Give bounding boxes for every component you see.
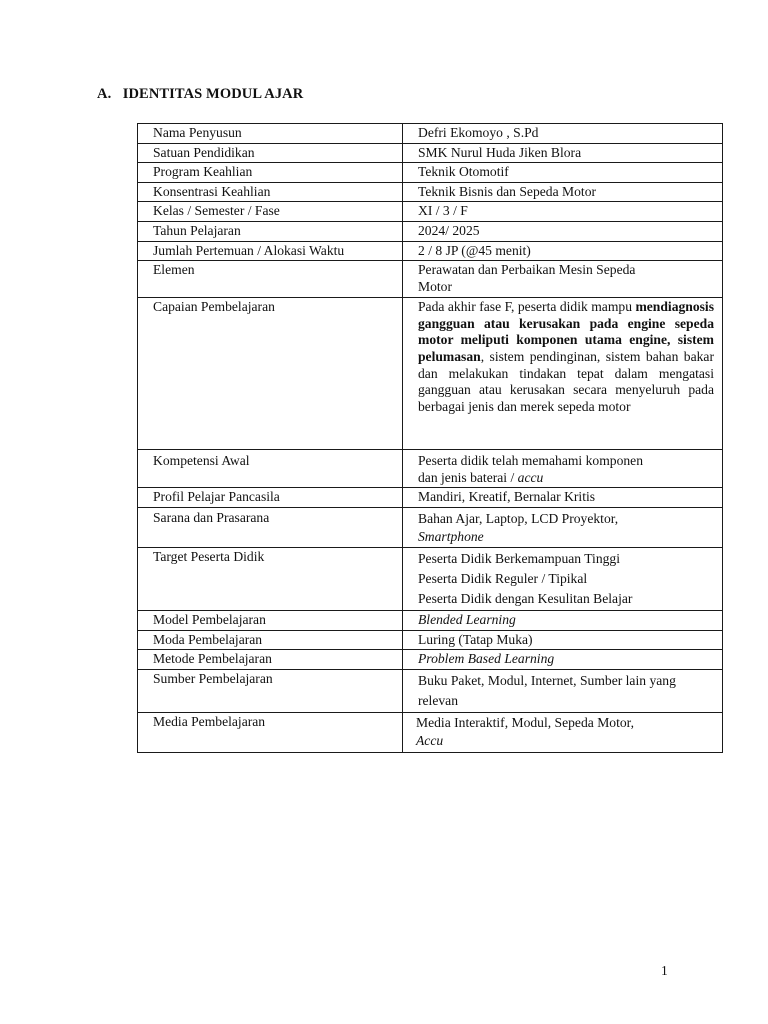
table-row [138, 202, 723, 222]
row-label: Metode Pembelajaran [138, 650, 403, 670]
row-value: Blended Learning [403, 610, 723, 630]
row-value: 2024/ 2025 [403, 221, 723, 241]
table-row [138, 182, 723, 202]
row-label: Kompetensi Awal [138, 450, 403, 488]
section-heading [97, 86, 303, 103]
row-label: Jumlah Pertemuan / Alokasi Waktu [138, 241, 403, 261]
row-value: Teknik Otomotif [403, 163, 723, 183]
table-row [138, 241, 723, 261]
value-italic: Smartphone [418, 528, 484, 544]
row-label: Target Peserta Didik [138, 547, 403, 610]
row-label: Profil Pelajar Pancasila [138, 488, 403, 508]
row-value [403, 669, 723, 712]
row-value: XI / 3 / F [403, 202, 723, 222]
table-row [138, 507, 723, 547]
list-item: Peserta Didik Berkemampuan Tinggi [418, 550, 621, 566]
row-label: Sarana dan Prasarana [138, 507, 403, 547]
row-value [403, 298, 723, 450]
table-row [138, 221, 723, 241]
table-row [138, 650, 723, 670]
row-label: Model Pembelajaran [138, 610, 403, 630]
row-value: 2 / 8 JP (@45 menit) [403, 241, 723, 261]
value-line [418, 470, 715, 487]
row-label: Media Pembelajaran [138, 712, 403, 752]
row-value: Problem Based Learning [403, 650, 723, 670]
table-row [138, 450, 723, 488]
identity-table [137, 123, 723, 753]
capaian-text: , sistem pendinginan, sistem bahan bakar dan melakukan tindakan tepat dalam mengatasi gangguan atau kerusakan secara menyeluruh pada berbagai jenis dan merek sepeda motor [418, 348, 714, 414]
row-label: Elemen [138, 261, 403, 298]
row-value: Luring (Tatap Muka) [403, 630, 723, 650]
page-number: 1 [661, 963, 668, 978]
row-value [403, 507, 723, 547]
value-line: relevan [418, 692, 458, 708]
table-row [138, 712, 723, 752]
value-text: dan jenis baterai / [418, 469, 518, 485]
table-row [138, 261, 723, 298]
value-italic: accu [517, 469, 544, 485]
table-row [138, 143, 723, 163]
row-label: Kelas / Semester / Fase [138, 202, 403, 222]
table-row [138, 163, 723, 183]
value-line: Motor [418, 278, 452, 294]
table-row [138, 610, 723, 630]
table-row [138, 298, 723, 450]
capaian-paragraph [418, 299, 715, 415]
value-italic: Accu [416, 732, 444, 748]
capaian-bold-text: mendiagnosis gangguan atau kerusakan pada engine sepeda motor meliputi komponen utama engine, sistem pelumasan [418, 299, 714, 364]
row-value: Mandiri, Kreatif, Bernalar Kritis [403, 488, 723, 508]
table-row [138, 547, 723, 610]
value-line: Bahan Ajar, Laptop, LCD Proyektor, [418, 510, 619, 526]
list-item: Peserta Didik Reguler / Tipikal [418, 570, 588, 586]
row-label: Nama Penyusun [138, 124, 403, 144]
section-number: A. [97, 86, 112, 102]
value-line: Perawatan dan Perbaikan Mesin Sepeda [418, 262, 636, 278]
row-label: Tahun Pelajaran [138, 221, 403, 241]
row-label: Sumber Pembelajaran [138, 669, 403, 712]
value-line: Peserta didik telah memahami komponen [418, 453, 643, 469]
row-value [403, 712, 723, 752]
row-value [403, 261, 723, 298]
row-label: Konsentrasi Keahlian [138, 182, 403, 202]
value-line: Media Interaktif, Modul, Sepeda Motor, [416, 714, 635, 730]
row-label: Satuan Pendidikan [138, 143, 403, 163]
row-value: SMK Nurul Huda Jiken Blora [403, 143, 723, 163]
capaian-text: Pada akhir fase F, peserta didik mampu [418, 299, 636, 315]
row-value: Teknik Bisnis dan Sepeda Motor [403, 182, 723, 202]
table-row [138, 124, 723, 144]
list-item: Peserta Didik dengan Kesulitan Belajar [418, 590, 633, 606]
value-line: Buku Paket, Modul, Internet, Sumber lain yang [418, 672, 676, 688]
row-value [403, 547, 723, 610]
row-value [403, 450, 723, 488]
table-row [138, 669, 723, 712]
row-label: Moda Pembelajaran [138, 630, 403, 650]
section-title: IDENTITAS MODUL AJAR [122, 86, 304, 102]
row-label: Capaian Pembelajaran [138, 298, 403, 450]
table-row [138, 630, 723, 650]
table-row [138, 488, 723, 508]
row-value: Defri Ekomoyo , S.Pd [403, 124, 723, 144]
row-label: Program Keahlian [138, 163, 403, 183]
